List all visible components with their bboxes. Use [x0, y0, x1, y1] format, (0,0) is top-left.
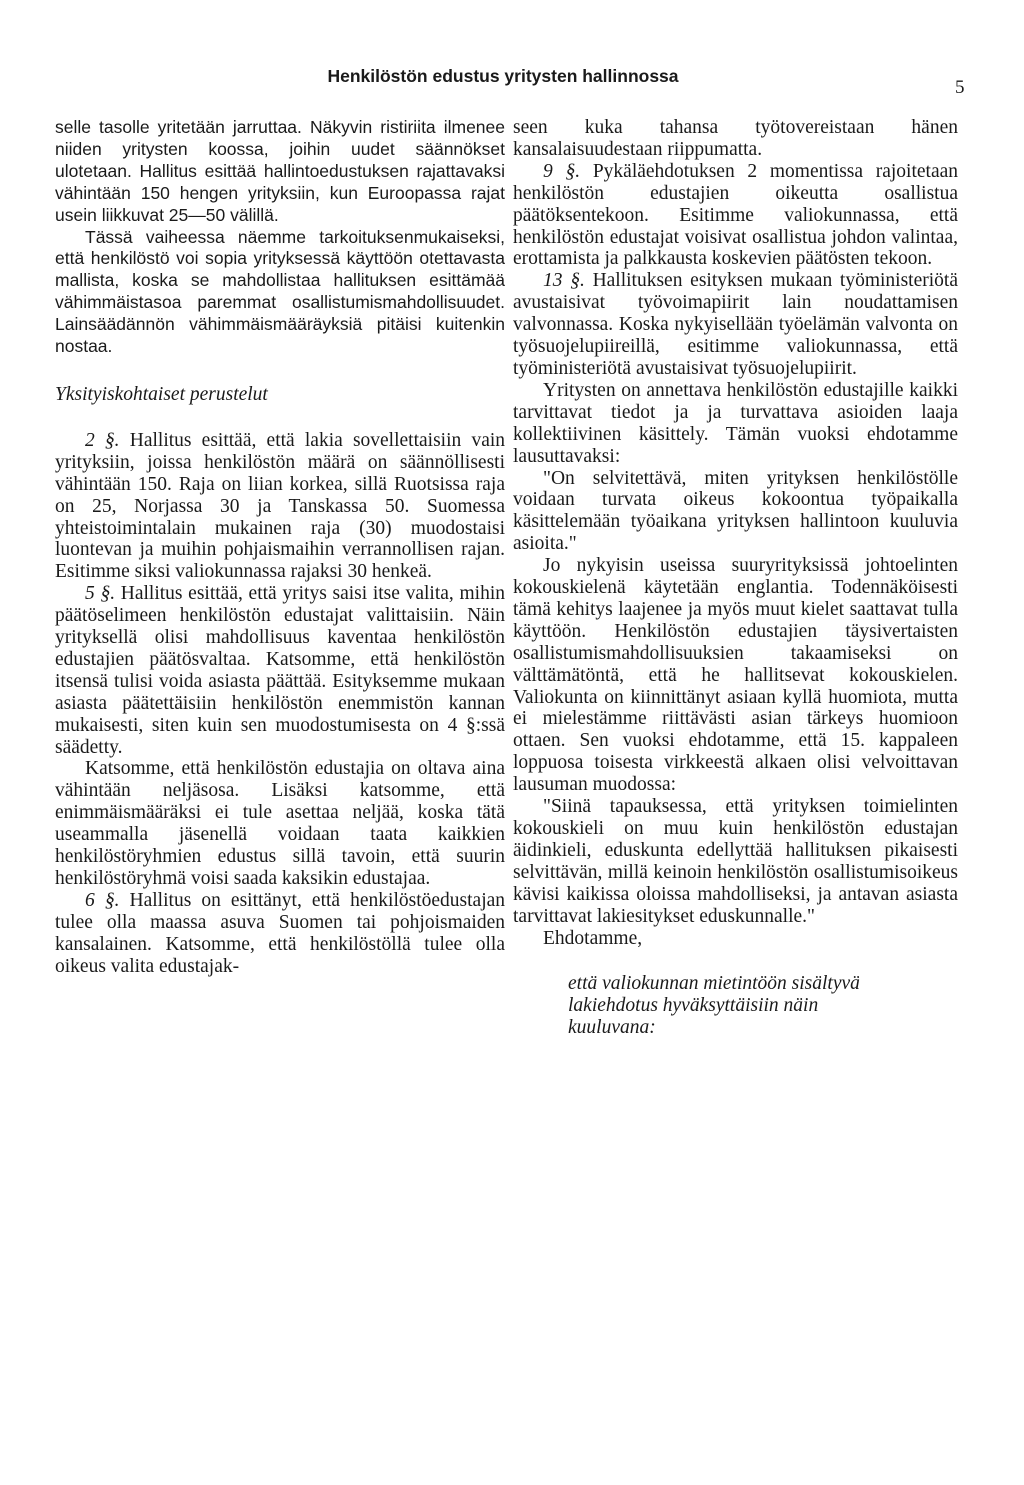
- paragraph: selle tasolle yritetään jarruttaa. Näkyvin ristiriita ilmenee niiden yritysten koossa, joihin uudet säännökset ulotetaan. Hallitus esittää hallintoedustuksen rajattavaksi vähintään 150 hengen yrityksiin, kun Euroopassa rajat usein liikkuvat 25—50 välillä.: [55, 117, 505, 225]
- quote: "On selvitettävä, miten yrityksen henkilöstölle voidaan turvata oikeus kokoontua työpaikalla käsittelemään työaikana yrityksen hallintoon kuuluvia asioita.": [513, 467, 958, 555]
- paragraph: Jo nykyisin useissa suuryrityksissä johtoelinten kokouskielenä käytetään englantia. Todennäköisesti tämä kehitys laajenee ja myös muut kielet saattavat tulla käyttöön. Henkilöstön edustajien täysivertaisten osallistumismahdollisuuksien takaamiseksi on välttämätöntä, että he hallitsevat kokouskielen. Valiokunta on kiinnittänyt asiaan kyllä huomiota, mutta ei mielestämme riittävästi asian tärkeys huomioon ottaen. Sen vuoksi ehdotamme, että 15. kappaleen loppuosa toisesta virkkeestä alkaen olisi velvoittavan lausuman muodossa:: [513, 555, 958, 796]
- right-column: [513, 117, 958, 1039]
- paragraph: Tässä vaiheessa näemme tarkoituksenmukaiseksi, että henkilöstö voi sopia yrityksessä käyttöön otettavasta mallista, koska se mahdollistaa hallituksen esittämää vähimmäistasoa paremmat osallistumismahdollisuudet. Lainsäädännön vähimmäismääräyksiä pitäisi kuitenkin nostaa.: [55, 226, 505, 357]
- paragraph: seen kuka tahansa työtovereistaan hänen kansalaisuudestaan riippumatta.: [513, 117, 958, 160]
- section-text: Hallitus on esittänyt, että henkilöstöedustajan tulee olla maassa asuva Suomen tai pohjoismaiden kansalainen. Katsomme, että henkilöstöllä tulee olla oikeus valita edustajak-: [55, 889, 506, 977]
- section-text: Pykäläehdotuksen 2 momentissa rajoitetaan henkilöstön edustajien oikeutta osallistua päätöksentekoon. Esitimme valiokunnassa, että henkilöstön edustajat voisivat osallistua johdon valintaa, erottamista ja palkkausta koskevien päätösten tekoon.: [513, 160, 959, 270]
- paragraph-section-9: [513, 161, 958, 271]
- closing-statement: että valiokunnan mietintöön sisältyvä lakiehdotus hyväksyttäisiin näin kuuluvana:: [568, 973, 860, 1039]
- paragraph-section-5: [55, 583, 505, 758]
- page-number: 5: [955, 77, 965, 98]
- left-column: [55, 117, 505, 978]
- section-label: 9 §.: [543, 160, 581, 182]
- section-heading: Yksityiskohtaiset perustelut: [55, 383, 268, 405]
- paragraph: Yritysten on annettava henkilöstön edustajille kaikki tarvittavat tiedot ja ja turvattava asioiden laaja kollektiivinen käsittely. Tämän vuoksi ehdotamme lausuttavaksi:: [513, 379, 958, 467]
- page-header-title: Henkilöstön edustus yritysten hallinnossa: [327, 66, 679, 86]
- section-label: 6 §.: [85, 889, 120, 911]
- section-text: Hallitus esittää, että lakia sovellettaisiin vain yrityksiin, joissa henkilöstön määrä on säännöllisesti vähintään 150. Raja on liian korkea, sillä Ruotsissa raja on 25, Norjassa 30 ja Tanskassa 50. Suomessa yhteistoimintalain mukainen raja (30) muodostaisi luontevan ja muihin pohjaismaihin verrannollisen rajan. Esitimme siksi valiokunnassa rajaksi 30 henkeä.: [55, 429, 506, 583]
- paragraph: Katsomme, että henkilöstön edustajia on oltava aina vähintään neljäsosa. Lisäksi katsomme, että enimmäismääräksi ei tule asettaa neljää, koska tätä useammalla jäsenellä voidaan taata kaikkien henkilöstöryhmien edustus sillä tavoin, että suurin henkilöstöryhmä voisi saada kaksikin edustajaa.: [55, 758, 505, 889]
- section-text: Hallituksen esityksen mukaan työministeriötä avustaisivat työvoimapiirit lain noudattamisen valvonnassa. Koska nykyisellään työelämän valvonta on työsuojelupiireillä, esitimme valiokunnassa, että työministeriötä avustaisivat työsuojelupiirit.: [513, 270, 958, 379]
- section-label: 13 §.: [543, 270, 585, 292]
- paragraph: Ehdotamme,: [543, 927, 643, 949]
- section-label: 5 §.: [85, 583, 116, 605]
- paragraph-section-2: [55, 430, 505, 583]
- section-label: 2 §.: [85, 429, 120, 451]
- quote: "Siinä tapauksessa, että yrityksen toimielinten kokouskieli on muu kuin henkilöstön edustajan äidinkieli, eduskunta edellyttää hallituksen pikaisesti selvittävän, millä keinoin henkilöstön osallistumisoikeus kävisi kaikissa oloissa mahdolliseksi, ja antavan asiasta tarvittavat lakiesitykset eduskunnalle.": [513, 796, 958, 927]
- paragraph-section-6: [55, 890, 505, 978]
- paragraph-section-13: [513, 270, 958, 380]
- section-text: Hallitus esittää, että yritys saisi itse valita, mihin päätöselimeen henkilöstön edustajat valittaisiin. Näin yrityksellä olisi mahdollisuus kaventaa henkilöstön edustajien päätösvaltaa. Katsomme, että henkilöstön itsensä tulisi voida asiasta päättää. Esityksemme mukaan asiasta päätettäisiin henkilöstön enemmistön kannan mukaisesti, siten kuin sen muodostumisesta on 4 §:ssä säädetty.: [55, 583, 505, 758]
